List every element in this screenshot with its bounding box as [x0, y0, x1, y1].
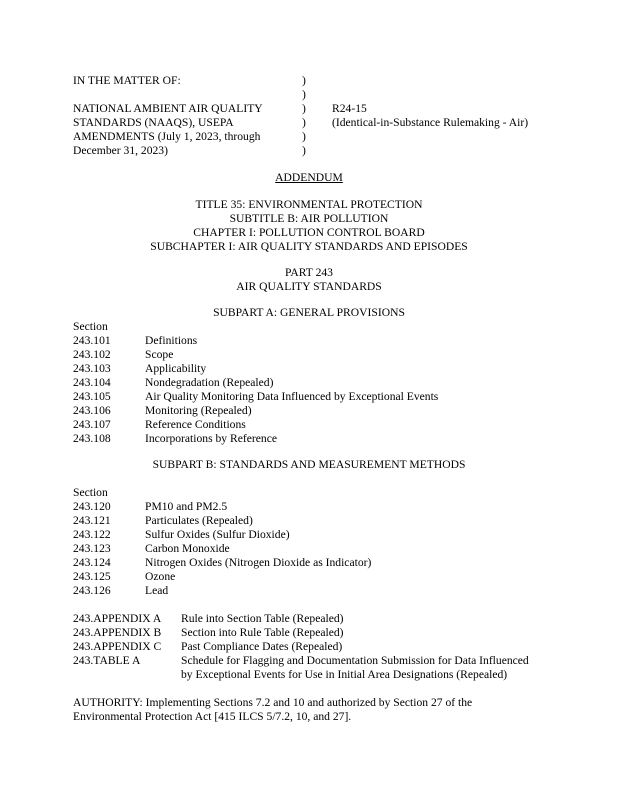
appendix-title: Rule into Section Table (Repealed): [181, 612, 344, 625]
matter-line: NATIONAL AMBIENT AIR QUALITY: [73, 102, 263, 115]
section-number: 243.124: [73, 556, 111, 569]
subtitle-heading: SUBTITLE B: AIR POLLUTION: [229, 212, 389, 225]
section-number: 243.107: [73, 418, 111, 431]
matter-line: IN THE MATTER OF:: [73, 74, 181, 87]
appendix-title-continued: by Exceptional Events for Use in Initial Area Designations (Repealed): [181, 668, 508, 681]
section-title: Carbon Monoxide: [145, 542, 230, 555]
section-label: Section: [73, 320, 108, 333]
docket-block: [332, 102, 528, 130]
appendix-title: Section into Rule Table (Repealed): [181, 626, 344, 639]
subpart-b-title: SUBPART B: STANDARDS AND MEASUREMENT METHODS: [152, 458, 466, 471]
paren: ): [302, 102, 306, 115]
part-title: AIR QUALITY STANDARDS: [236, 280, 382, 293]
section-number: 243.104: [73, 376, 111, 389]
section-title: Nondegradation (Repealed): [145, 376, 274, 389]
section-number: 243.103: [73, 362, 111, 375]
section-title: Applicability: [145, 362, 207, 375]
section-number: 243.108: [73, 432, 111, 445]
chapter-heading: CHAPTER I: POLLUTION CONTROL BOARD: [193, 226, 425, 239]
authority-note: [73, 696, 472, 724]
appendix-title: Schedule for Flagging and Documentation Submission for Data Influenced: [181, 654, 529, 667]
addendum-heading: ADDENDUM: [275, 171, 343, 184]
section-title: Particulates (Repealed): [145, 514, 253, 527]
section-label: Section: [73, 486, 108, 499]
section-number: 243.121: [73, 514, 111, 527]
section-number: 243.106: [73, 404, 111, 417]
section-title: Sulfur Oxides (Sulfur Dioxide): [145, 528, 290, 541]
part-number: PART 243: [285, 266, 333, 279]
section-number: 243.122: [73, 528, 111, 541]
section-title: Lead: [145, 584, 169, 597]
section-title: Incorporations by Reference: [145, 432, 277, 445]
matter-line: AMENDMENTS (July 1, 2023, through: [73, 130, 261, 143]
section-title: Definitions: [145, 334, 198, 347]
subpart-a-title: SUBPART A: GENERAL PROVISIONS: [213, 306, 405, 319]
paren: ): [302, 144, 306, 157]
caption-parens: [302, 74, 306, 158]
appendix-number: 243.TABLE A: [73, 654, 141, 667]
paren: ): [302, 116, 306, 129]
appendix-number: 243.APPENDIX C: [73, 640, 162, 653]
section-number: 243.125: [73, 570, 111, 583]
appendix-number: 243.APPENDIX B: [73, 626, 162, 639]
matter-caption: [73, 74, 263, 158]
authority-line: AUTHORITY: Implementing Sections 7.2 and 10 and authorized by Section 27 of the: [73, 696, 473, 709]
title-heading: TITLE 35: ENVIRONMENTAL PROTECTION: [195, 198, 423, 211]
section-number: 243.105: [73, 390, 111, 403]
docket-note: (Identical-in-Substance Rulemaking - Air): [332, 116, 529, 129]
appendix-title: Past Compliance Dates (Repealed): [181, 640, 343, 653]
section-title: PM10 and PM2.5: [145, 500, 228, 513]
paren: ): [302, 74, 306, 87]
section-number: 243.126: [73, 584, 111, 597]
matter-line: [73, 88, 263, 102]
paren: ): [302, 88, 306, 101]
section-number: 243.123: [73, 542, 111, 555]
section-number: 243.101: [73, 334, 111, 347]
section-title: Nitrogen Oxides (Nitrogen Dioxide as Indicator): [145, 556, 372, 569]
authority-line: Environmental Protection Act [415 ILCS 5/7.2, 10, and 27].: [73, 710, 352, 723]
section-title: Monitoring (Repealed): [145, 404, 252, 417]
paren: ): [302, 130, 306, 143]
section-title: Scope: [145, 348, 174, 361]
section-title: Reference Conditions: [145, 418, 246, 431]
matter-line: STANDARDS (NAAQS), USEPA: [73, 116, 234, 129]
section-number: 243.120: [73, 500, 111, 513]
section-number: 243.102: [73, 348, 111, 361]
section-title: Ozone: [145, 570, 176, 583]
subchapter-heading: SUBCHAPTER I: AIR QUALITY STANDARDS AND EPISODES: [150, 240, 468, 253]
appendix-number: 243.APPENDIX A: [73, 612, 162, 625]
matter-line: December 31, 2023): [73, 144, 168, 157]
docket-number: R24-15: [332, 102, 367, 115]
section-title: Air Quality Monitoring Data Influenced by Exceptional Events: [145, 390, 439, 403]
